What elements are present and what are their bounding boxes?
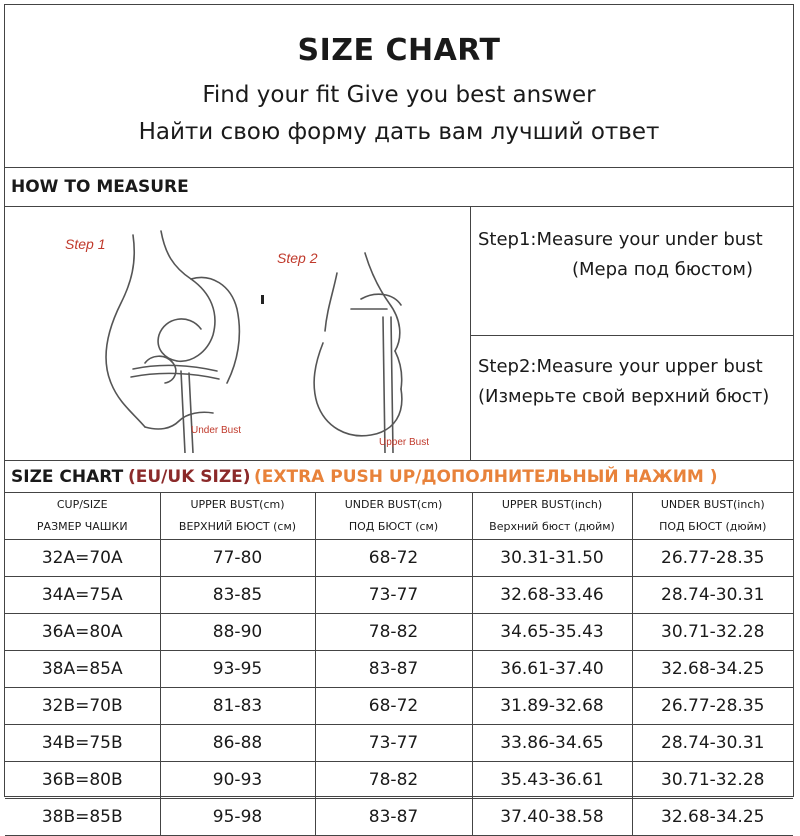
table-cell: 83-87 [315, 799, 472, 836]
table-cell: 36B=80B [5, 762, 160, 799]
column-header: UNDER BUST(inch) ПОД БЮСТ (дюйм) [632, 493, 793, 540]
how-to-measure-bar [5, 167, 793, 207]
size-chart-sheet [4, 4, 794, 827]
table-cell: 68-72 [315, 688, 472, 725]
table-cell: 73-77 [315, 577, 472, 614]
measure-illustrations [5, 207, 471, 460]
header [5, 5, 793, 168]
column-header: UPPER BUST(inch) Верхний бюст (дюйм) [472, 493, 632, 540]
extra-push-up-label: (EXTRA PUSH UP/ДОПОЛНИТЕЛЬНЫЙ НАЖИМ ) [254, 467, 718, 487]
how-to-measure-heading: HOW TO MEASURE [11, 177, 189, 197]
upper-bust-illustration [267, 213, 463, 453]
table-cell: 37.40-38.58 [472, 799, 632, 836]
measure-section [5, 207, 793, 461]
table-cell: 30.71-32.28 [632, 614, 793, 651]
table-cell: 34B=75B [5, 725, 160, 762]
step1-cell [471, 207, 793, 336]
table-cell: 81-83 [160, 688, 315, 725]
table-row [5, 577, 793, 614]
table-cell: 32.68-34.25 [632, 799, 793, 836]
table-cell: 83-85 [160, 577, 315, 614]
subtitle-ru: Найти свою форму дать вам лучший ответ [138, 119, 660, 145]
step2-figure-label: Step 2 [277, 250, 318, 266]
table-cell: 83-87 [315, 651, 472, 688]
table-row [5, 688, 793, 725]
table-cell: 34A=75A [5, 577, 160, 614]
step1-text: Step1:Measure your under bust [478, 229, 763, 250]
size-table [5, 493, 793, 836]
table-cell: 86-88 [160, 725, 315, 762]
table-cell: 88-90 [160, 614, 315, 651]
table-cell: 32.68-33.46 [472, 577, 632, 614]
column-header: CUP/SIZE РАЗМЕР ЧАШКИ [5, 493, 160, 540]
table-cell: 26.77-28.35 [632, 688, 793, 725]
table-cell: 73-77 [315, 725, 472, 762]
table-cell: 78-82 [315, 762, 472, 799]
table-cell: 36.61-37.40 [472, 651, 632, 688]
column-header: UNDER BUST(cm) ПОД БЮСТ (см) [315, 493, 472, 540]
table-row [5, 540, 793, 577]
column-header: UPPER BUST(cm) ВЕРХНИЙ БЮСТ (см) [160, 493, 315, 540]
table-cell: 38B=85B [5, 799, 160, 836]
table-cell: 68-72 [315, 540, 472, 577]
size-table-header-row [5, 493, 793, 540]
under-bust-caption: Under Bust [191, 425, 242, 436]
step2-cell [471, 336, 793, 460]
figure-divider-mark [261, 295, 264, 304]
step2-text: Step2:Measure your upper bust (Измерьте свой верхний бюст) [478, 356, 770, 407]
table-row [5, 799, 793, 836]
table-cell: 32A=70A [5, 540, 160, 577]
table-cell: 77-80 [160, 540, 315, 577]
table-cell: 95-98 [160, 799, 315, 836]
eu-uk-label: (EU/UK SIZE) [128, 467, 251, 487]
table-cell: 36A=80A [5, 614, 160, 651]
table-cell: 30.31-31.50 [472, 540, 632, 577]
size-chart-heading-bar [5, 461, 793, 493]
table-cell: 28.74-30.31 [632, 577, 793, 614]
table-cell: 38A=85A [5, 651, 160, 688]
table-row [5, 614, 793, 651]
table-cell: 90-93 [160, 762, 315, 799]
table-cell: 32.68-34.25 [632, 651, 793, 688]
page-title: SIZE CHART [297, 33, 501, 68]
step1-figure-label: Step 1 [65, 236, 106, 252]
table-row [5, 651, 793, 688]
under-bust-illustration [41, 213, 263, 453]
table-cell: 35.43-36.61 [472, 762, 632, 799]
table-cell: 93-95 [160, 651, 315, 688]
table-cell: 26.77-28.35 [632, 540, 793, 577]
table-cell: 34.65-35.43 [472, 614, 632, 651]
table-row [5, 762, 793, 799]
size-chart-heading: SIZE CHART [11, 467, 124, 487]
table-cell: 31.89-32.68 [472, 688, 632, 725]
subtitle-en: Find your fit Give you best answer [202, 82, 596, 108]
table-cell: 78-82 [315, 614, 472, 651]
upper-bust-caption: Upper Bust [379, 437, 430, 448]
table-cell: 28.74-30.31 [632, 725, 793, 762]
table-cell: 30.71-32.28 [632, 762, 793, 799]
table-cell: 32B=70B [5, 688, 160, 725]
table-row [5, 725, 793, 762]
table-cell: 33.86-34.65 [472, 725, 632, 762]
step1-text-ru: (Мера под бюстом) [571, 259, 753, 280]
